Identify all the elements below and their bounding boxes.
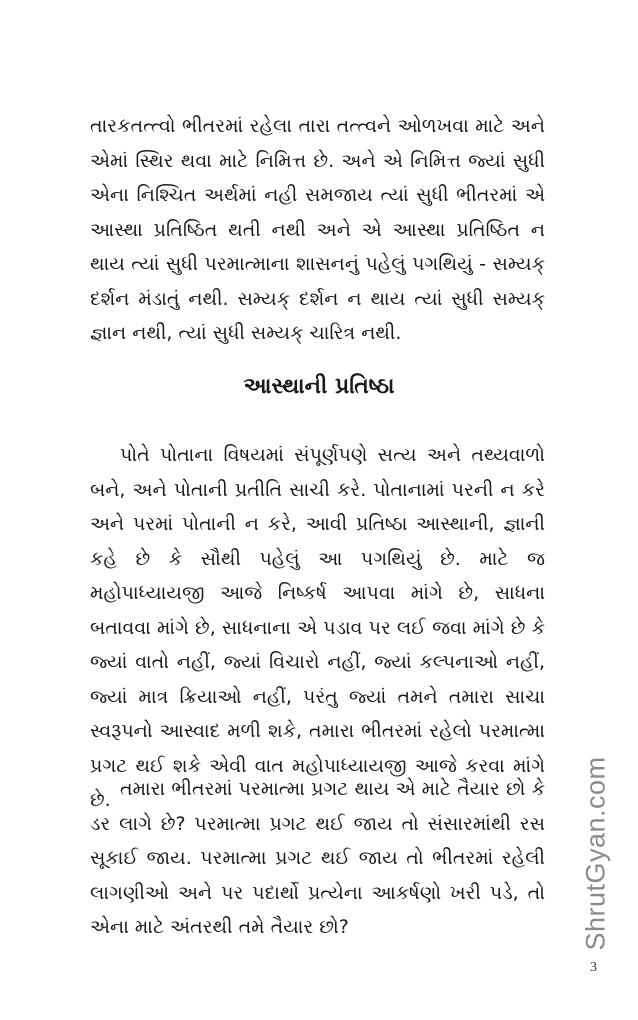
site-watermark	[574, 753, 618, 953]
paragraph-closing: તમારા ભીતરમાં પરમાત્મા પ્રગટ થાય એ માટે તૈયાર છો કે ડર લાગે છે? પરમાત્મા પ્રગટ થઈ જાય તો સંસારમાંથી રસ સૂકાઈ જાય. પરમાત્મા પ્રગટ થઈ જાય તો ભીતરમાં રહેલી લાગણીઓ અને પર પદાર્થો પ્રત્યેના આકર્ષણો ખરી પડે, તો એના માટે અંતરથી તમે તૈયાર છો?	[90, 778, 545, 938]
watermark-text: ShrutGyan.com	[580, 755, 611, 951]
section-heading: આસ્થાની પ્રતિષ્ઠા	[243, 374, 395, 399]
page-number: 3	[590, 960, 597, 975]
paragraph-body: પોતે પોતાના વિષયમાં સંપૂર્ણપણે સત્ય અને તથ્યવાળો બને, અને પોતાની પ્રતીતિ સાચી કરે. પોતાનામાં પરની ન કરે અને પરમાં પોતાની ન કરે, આવી પ્રતિષ્ઠા આસ્થાની, જ્ઞાની કહે છે કે સૌથી પહેલું આ પગથિયું છે. માટે જ મહોપાધ્યાયજી આજે નિષ્કર્ષ આપવા માંગે છે, સાધના બતાવવા માંગે છે, સાધનાના એ પડાવ પર લઈ જવા માંગે છે કે જ્યાં વાતો નહીં, જ્યાં વિચારો નહીં, જ્યાં કલ્પનાઓ નહીં, જ્યાં માત્ર ક્રિયાઓ નહીં, પરંતુ જ્યાં તમને તમારા સાચા સ્વરૂપનો આસ્વાદ મળી શકે, તમારા ભીતરમાં રહેલો પરમાત્મા પ્રગટ થઈ શકે એવી વાત મહોપાધ્યાયજી આજે કરવા માંગે છે.	[90, 444, 545, 811]
paragraph-intro: તારકતત્ત્વો ભીતરમાં રહેલા તારા તત્ત્વને ઓળખવા માટે અને એમાં સ્થિર થવા માટે નિમિત્ત છે. અને એ નિમિત્ત જ્યાં સુધી એના નિશ્ચિત અર્થમાં નહી સમજાય ત્યાં સુધી ભીતરમાં એ આસ્થા પ્રતિષ્ઠિત થતી નથી અને એ આસ્થા પ્રતિષ્ઠિત ન થાય ત્યાં સુધી પરમાત્માના શાસનનું પહેલું પગથિયું - સમ્યક્ દર્શન મંડાતું નથી. સમ્યક્ દર્શન ન થાય ત્યાં સુધી સમ્યક્ જ્ઞાન નથી, ત્યાં સુધી સમ્યક્ ચારિત્ર નથી.	[90, 115, 545, 344]
